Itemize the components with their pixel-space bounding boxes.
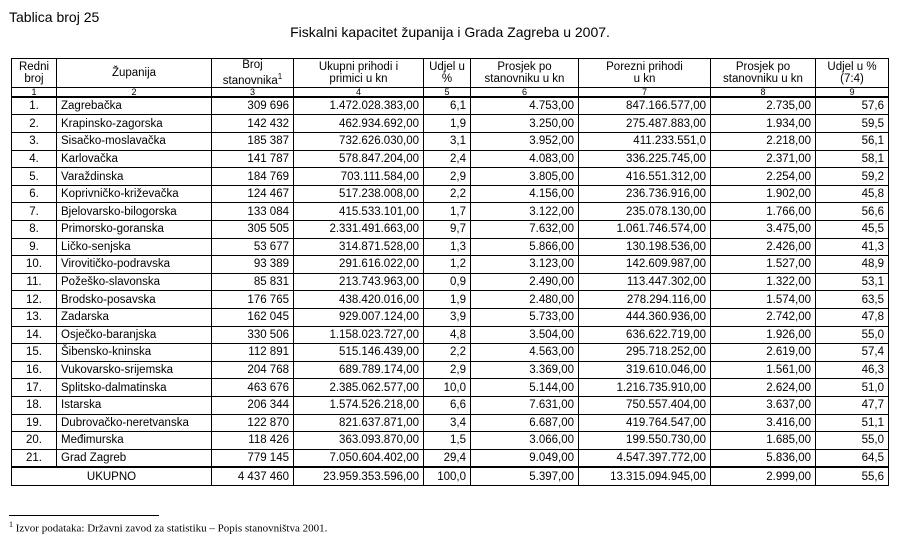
table-cell: 47,7 (816, 396, 889, 414)
table-cell: 779 145 (212, 449, 294, 467)
table-cell: 6.687,00 (471, 414, 579, 432)
table-cell: 14. (12, 326, 57, 344)
table-cell: 142.609.987,00 (579, 256, 711, 274)
table-cell: 689.789.174,00 (294, 361, 424, 379)
table-cell: 1.574.526.218,00 (294, 396, 424, 414)
table-cell: 2.735,00 (711, 97, 816, 115)
table-row (12, 414, 889, 432)
table-cell: 2,4 (424, 150, 471, 168)
table-cell: 113.447.302,00 (579, 273, 711, 291)
table-cell: 1.322,00 (711, 273, 816, 291)
column-number: 1 (12, 87, 57, 97)
table-cell: 124 467 (212, 185, 294, 203)
table-cell: 184 769 (212, 168, 294, 186)
table-number-label: Tablica broj 25 (9, 9, 100, 25)
table-row (12, 273, 889, 291)
header-line-2: u kn (633, 72, 656, 85)
table-cell: 3.475,00 (711, 220, 816, 238)
table-cell: 3.952,00 (471, 133, 579, 151)
table-cell: 5. (12, 168, 57, 186)
header-line-2: % (441, 72, 453, 85)
table-cell: 2,9 (424, 168, 471, 186)
table-cell: 16. (12, 361, 57, 379)
table-cell: 0,9 (424, 273, 471, 291)
table-cell: 7.631,00 (471, 396, 579, 414)
total-cell: 13.315.094.945,00 (579, 467, 711, 485)
table-cell: 3,9 (424, 308, 471, 326)
table-cell: 2.371,00 (711, 150, 816, 168)
table-cell: 7.632,00 (471, 220, 579, 238)
table-cell: 444.360.936,00 (579, 308, 711, 326)
table-cell: 162 045 (212, 308, 294, 326)
table-cell: 58,1 (816, 150, 889, 168)
table-cell: 3.369,00 (471, 361, 579, 379)
table-cell: 4.083,00 (471, 150, 579, 168)
table-cell: 929.007.124,00 (294, 308, 424, 326)
table-cell: 1.158.023.727,00 (294, 326, 424, 344)
table-cell: 20. (12, 432, 57, 450)
table-header (12, 59, 889, 97)
table-cell: 48,9 (816, 256, 889, 274)
table-cell: 5.866,00 (471, 238, 579, 256)
table-cell: 2.331.491.663,00 (294, 220, 424, 238)
table-cell: 59,5 (816, 115, 889, 133)
table-cell: 847.166.577,00 (579, 97, 711, 115)
table-cell: 416.551.312,00 (579, 168, 711, 186)
table-cell: 2.490,00 (471, 273, 579, 291)
table-cell: 636.622.719,00 (579, 326, 711, 344)
table-row (12, 344, 889, 362)
column-number: 3 (212, 87, 294, 97)
table-cell: 330 506 (212, 326, 294, 344)
table-cell: 64,5 (816, 449, 889, 467)
table-cell: 11. (12, 273, 57, 291)
table-cell: 51,0 (816, 379, 889, 397)
table-cell: 336.225.745,00 (579, 150, 711, 168)
table-cell: 1,7 (424, 203, 471, 221)
table-cell: 5.144,00 (471, 379, 579, 397)
total-cell: 23.959.353.596,00 (294, 467, 424, 485)
table-cell: Krapinsko-zagorska (57, 115, 212, 133)
header-line-1: Porezni prihodi (606, 60, 683, 73)
table-cell: Brodsko-posavska (57, 291, 212, 309)
column-header (471, 59, 579, 88)
table-cell: 2.218,00 (711, 133, 816, 151)
column-header (579, 59, 711, 88)
table-cell: 3.250,00 (471, 115, 579, 133)
fiscal-capacity-table (11, 58, 889, 486)
table-cell: 2.426,00 (711, 238, 816, 256)
table-cell: 1.685,00 (711, 432, 816, 450)
column-number: 4 (294, 87, 424, 97)
table-row (12, 326, 889, 344)
header-line-1: Redni (18, 60, 50, 73)
table-cell: 517.238.008,00 (294, 185, 424, 203)
table-cell: 122 870 (212, 414, 294, 432)
table-cell: 2,2 (424, 344, 471, 362)
table-cell: 9. (12, 238, 57, 256)
table-cell: 55,0 (816, 432, 889, 450)
footnote-separator (9, 515, 159, 516)
table-cell: 57,6 (816, 97, 889, 115)
table-cell: 1.902,00 (711, 185, 816, 203)
table-cell: 8. (12, 220, 57, 238)
header-line-1: Broj (242, 59, 263, 71)
table-cell: 2.742,00 (711, 308, 816, 326)
table-cell: 295.718.252,00 (579, 344, 711, 362)
table-cell: 2.619,00 (711, 344, 816, 362)
table-cell: 1.574,00 (711, 291, 816, 309)
table-cell: Istarska (57, 396, 212, 414)
table-cell: 278.294.116,00 (579, 291, 711, 309)
table-cell: 46,3 (816, 361, 889, 379)
column-header (57, 59, 212, 88)
table-cell: 319.610.046,00 (579, 361, 711, 379)
table-cell: 133 084 (212, 203, 294, 221)
table-cell: 118 426 (212, 432, 294, 450)
table-cell: Zagrebačka (57, 97, 212, 115)
table-cell: Primorsko-goranska (57, 220, 212, 238)
column-number-row (12, 87, 889, 97)
table-cell: 309 696 (212, 97, 294, 115)
table-cell: 438.420.016,00 (294, 291, 424, 309)
table-cell: Dubrovačko-neretvanska (57, 414, 212, 432)
table-cell: 1,9 (424, 115, 471, 133)
table-cell: 3.416,00 (711, 414, 816, 432)
table-cell: 3. (12, 133, 57, 151)
table-cell: Splitsko-dalmatinska (57, 379, 212, 397)
table-cell: 141 787 (212, 150, 294, 168)
table-cell: 750.557.404,00 (579, 396, 711, 414)
table-cell: Koprivničko-križevačka (57, 185, 212, 203)
table-cell: 821.637.871,00 (294, 414, 424, 432)
column-number: 8 (711, 87, 816, 97)
table-cell: 213.743.963,00 (294, 273, 424, 291)
header-line-2: stanovniku u kn (723, 72, 803, 85)
table-cell: Bjelovarsko-bilogorska (57, 203, 212, 221)
table-cell: 12. (12, 291, 57, 309)
table-cell: 59,2 (816, 168, 889, 186)
table-row (12, 449, 889, 467)
table-row (12, 379, 889, 397)
table-cell: 1.216.735.910,00 (579, 379, 711, 397)
table-cell: 3.504,00 (471, 326, 579, 344)
table-cell: 2,9 (424, 361, 471, 379)
table-cell: 363.093.870,00 (294, 432, 424, 450)
header-line-2: broj (24, 72, 44, 85)
table-cell: Osječko-baranjska (57, 326, 212, 344)
total-cell: 100,0 (424, 467, 471, 485)
header-row (12, 59, 889, 88)
table-row (12, 150, 889, 168)
table-row (12, 133, 889, 151)
table-cell: 3.122,00 (471, 203, 579, 221)
table-cell: 3.123,00 (471, 256, 579, 274)
table-cell: 56,1 (816, 133, 889, 151)
table-cell: 55,0 (816, 326, 889, 344)
table-cell: 4,8 (424, 326, 471, 344)
column-header (816, 59, 889, 88)
table-cell: 1,5 (424, 432, 471, 450)
table-cell: 2.480,00 (471, 291, 579, 309)
footnote (9, 520, 327, 535)
table-cell: 176 765 (212, 291, 294, 309)
table-cell: 411.233.551,0 (579, 133, 711, 151)
table-cell: 29,4 (424, 449, 471, 467)
total-label: UKUPNO (12, 467, 212, 485)
table-cell: 51,1 (816, 414, 889, 432)
table-row (12, 256, 889, 274)
table-cell: 1.934,00 (711, 115, 816, 133)
table-cell: 4. (12, 150, 57, 168)
table-cell: 305 505 (212, 220, 294, 238)
total-cell: 2.999,00 (711, 467, 816, 485)
table-cell: 19. (12, 414, 57, 432)
table-cell: 47,8 (816, 308, 889, 326)
table-row (12, 396, 889, 414)
table-row (12, 291, 889, 309)
column-header (12, 59, 57, 88)
table-cell: Virovitičko-podravska (57, 256, 212, 274)
table-cell: 314.871.528,00 (294, 238, 424, 256)
table-cell: 4.547.397.772,00 (579, 449, 711, 467)
table-cell: 3,4 (424, 414, 471, 432)
table-cell: 4.156,00 (471, 185, 579, 203)
table-cell: 6. (12, 185, 57, 203)
table-cell: 3.637,00 (711, 396, 816, 414)
table-cell: 53,1 (816, 273, 889, 291)
table-cell: 2.624,00 (711, 379, 816, 397)
column-header (294, 59, 424, 88)
table-cell: Ličko-senjska (57, 238, 212, 256)
header-line-1: Županija (111, 66, 157, 79)
header-line-1: Ukupni prihodi i (318, 60, 399, 73)
table-row (12, 97, 889, 115)
footnote-mark: 1 (9, 520, 13, 529)
table-cell: 57,4 (816, 344, 889, 362)
table-cell: 142 432 (212, 115, 294, 133)
column-number: 9 (816, 87, 889, 97)
table-cell: Sisačko-moslavačka (57, 133, 212, 151)
table-row (12, 185, 889, 203)
column-number: 5 (424, 87, 471, 97)
table-cell: 1. (12, 97, 57, 115)
table-cell: 1,3 (424, 238, 471, 256)
table-cell: 85 831 (212, 273, 294, 291)
table-cell: 1.766,00 (711, 203, 816, 221)
table-cell: 462.934.692,00 (294, 115, 424, 133)
column-number: 2 (57, 87, 212, 97)
table-cell: 419.764.547,00 (579, 414, 711, 432)
column-header (711, 59, 816, 88)
table-cell: 1.561,00 (711, 361, 816, 379)
table-cell: 1.926,00 (711, 326, 816, 344)
table-cell: 275.487.883,00 (579, 115, 711, 133)
table-cell: 415.533.101,00 (294, 203, 424, 221)
table-cell: 9,7 (424, 220, 471, 238)
table-cell: 578.847.204,00 (294, 150, 424, 168)
header-line-1: Prosjek po (497, 60, 552, 73)
header-line-2: stanovnika (222, 74, 278, 87)
table-cell: Karlovačka (57, 150, 212, 168)
total-cell: 4 437 460 (212, 467, 294, 485)
table-cell: Međimurska (57, 432, 212, 450)
table-cell: 1.061.746.574,00 (579, 220, 711, 238)
table-cell: 2.385.062.577,00 (294, 379, 424, 397)
table-cell: Zadarska (57, 308, 212, 326)
table-cell: 515.146.439,00 (294, 344, 424, 362)
table-cell: 7.050.604.402,00 (294, 449, 424, 467)
table-cell: 41,3 (816, 238, 889, 256)
table-row (12, 308, 889, 326)
header-line-1: Udjel u % (827, 60, 877, 73)
table-cell: 5.733,00 (471, 308, 579, 326)
total-cell: 5.397,00 (471, 467, 579, 485)
table-cell: 130.198.536,00 (579, 238, 711, 256)
table-cell: 463 676 (212, 379, 294, 397)
column-number: 7 (579, 87, 711, 97)
table-row (12, 432, 889, 450)
table-cell: 4.563,00 (471, 344, 579, 362)
table-cell: 185 387 (212, 133, 294, 151)
table-cell: 1.472.028.383,00 (294, 97, 424, 115)
table-cell: 6,6 (424, 396, 471, 414)
column-number: 6 (471, 87, 579, 97)
table-cell: 2.254,00 (711, 168, 816, 186)
table-row (12, 238, 889, 256)
table-cell: 1,2 (424, 256, 471, 274)
table-cell: 2. (12, 115, 57, 133)
table-cell: 6,1 (424, 97, 471, 115)
table-cell: 56,6 (816, 203, 889, 221)
table-cell: 3,1 (424, 133, 471, 151)
table-cell: 204 768 (212, 361, 294, 379)
table-cell: 7. (12, 203, 57, 221)
table-cell: 10. (12, 256, 57, 274)
total-row (12, 467, 889, 485)
table-cell: 45,8 (816, 185, 889, 203)
table-cell: 732.626.030,00 (294, 133, 424, 151)
column-header (212, 59, 294, 88)
table-title: Fiskalni kapacitet županija i Grada Zagreba u 2007. (290, 24, 610, 40)
table-cell: 1,9 (424, 291, 471, 309)
table-cell: 15. (12, 344, 57, 362)
table-cell: 9.049,00 (471, 449, 579, 467)
table-cell: 63,5 (816, 291, 889, 309)
table-cell: 235.078.130,00 (579, 203, 711, 221)
header-line-1: Prosjek po (735, 60, 791, 73)
table-row (12, 203, 889, 221)
table-row (12, 168, 889, 186)
table-cell: Požeško-slavonska (57, 273, 212, 291)
table-body (12, 97, 889, 486)
footnote-text: Izvor podataka: Državni zavod za statistiku – Popis stanovništva 2001. (15, 522, 328, 535)
table-cell: 1.527,00 (711, 256, 816, 274)
column-header (424, 59, 471, 88)
table-cell: 53 677 (212, 238, 294, 256)
header-line-1: Udjel u (429, 60, 465, 73)
table-row (12, 115, 889, 133)
table-cell: 703.111.584,00 (294, 168, 424, 186)
table-cell: 5.836,00 (711, 449, 816, 467)
table-cell: Varaždinska (57, 168, 212, 186)
table-cell: 112 891 (212, 344, 294, 362)
table-cell: Vukovarsko-srijemska (57, 361, 212, 379)
table-cell: 4.753,00 (471, 97, 579, 115)
table-cell: 2,2 (424, 185, 471, 203)
header-line-2: primici u kn (329, 72, 388, 85)
table-cell: 291.616.022,00 (294, 256, 424, 274)
table-cell: Grad Zagreb (57, 449, 212, 467)
table-cell: 3.805,00 (471, 168, 579, 186)
table-cell: 10,0 (424, 379, 471, 397)
table-row (12, 220, 889, 238)
header-line-2: stanovniku u kn (484, 72, 565, 85)
table-cell: 93 389 (212, 256, 294, 274)
table-cell: 45,5 (816, 220, 889, 238)
table-cell: 13. (12, 308, 57, 326)
table-cell: 199.550.730,00 (579, 432, 711, 450)
table-cell: 236.736.916,00 (579, 185, 711, 203)
header-line-2: (7:4) (840, 72, 864, 85)
total-cell: 55,6 (816, 467, 889, 485)
header-footnote-mark: 1 (277, 72, 283, 81)
table-cell: 17. (12, 379, 57, 397)
table-cell: Šibensko-kninska (57, 344, 212, 362)
table-row (12, 361, 889, 379)
table-cell: 3.066,00 (471, 432, 579, 450)
table-cell: 21. (12, 449, 57, 467)
table-cell: 206 344 (212, 396, 294, 414)
table-cell: 18. (12, 396, 57, 414)
